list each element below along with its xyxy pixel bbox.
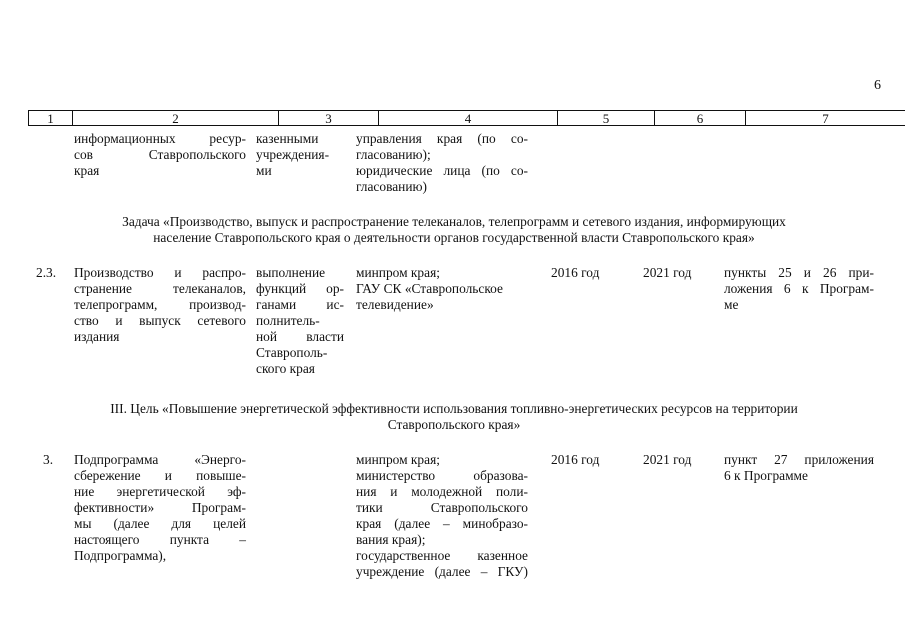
header-cell-4: 4 <box>378 110 558 126</box>
cont-col2: информационных ресур- сов Ставропольского края <box>74 131 246 178</box>
row-3-start-year: 2016 год <box>551 452 600 467</box>
task-heading: Задача «Производство, выпуск и распространение телеканалов, телепрограмм и сетевого издания, информирующих население Ставропольского края о деятельности органов государственной власти Ставропольского края» <box>122 214 786 245</box>
header-cell-3: 3 <box>278 110 379 126</box>
row-2-3-number: 2.3. <box>36 265 57 280</box>
row-2-3-end-year: 2021 год <box>643 265 692 280</box>
row-2-3-col3: выполнение функций ор- ганами ис- полнитель- ной власти Ставрополь- ского края <box>256 265 344 376</box>
row-2-3-col7: пункты 25 и 26 при- ложения 6 к Програм- ме <box>724 265 874 312</box>
row-3-col2: Подпрограмма «Энерго- сбережение и повыше- ние энергетической эф- фективности» Програм- мы (далее для целей настоящего пункта – Подпрограмма), <box>74 452 246 563</box>
header-cell-1: 1 <box>28 110 73 126</box>
row-2-3-col2: Производство и распро- странение телеканалов, телепрограмм, производ- ство и выпуск сетевого издания <box>74 265 246 344</box>
goal-heading: III. Цель «Повышение энергетической эффективности использования топливно-энергетических ресурсов на территории Ставропольского края» <box>110 401 798 432</box>
header-cell-7: 7 <box>745 110 905 126</box>
header-cell-5: 5 <box>557 110 655 126</box>
page-number: 6 <box>874 78 881 93</box>
row-3-number: 3. <box>43 452 54 467</box>
cont-col4: управления края (по со- гласованию); юридические лица (по со- гласованию) <box>356 131 528 194</box>
cont-col3: казенными учреждения- ми <box>256 131 330 178</box>
row-3-col4: минпром края; министерство образова- ния и молодежной поли- тики Ставропольского края (далее – минобразо- вания края); государственное казенное учреждение (далее – ГКУ) <box>356 452 528 579</box>
row-3-end-year: 2021 год <box>643 452 692 467</box>
row-2-3-col4: минпром края; ГАУ СК «Ставропольское телевидение» <box>356 265 503 312</box>
row-2-3-start-year: 2016 год <box>551 265 600 280</box>
header-cell-6: 6 <box>654 110 746 126</box>
row-3-col7: пункт 27 приложения 6 к Программе <box>724 452 874 483</box>
header-cell-2: 2 <box>72 110 279 126</box>
